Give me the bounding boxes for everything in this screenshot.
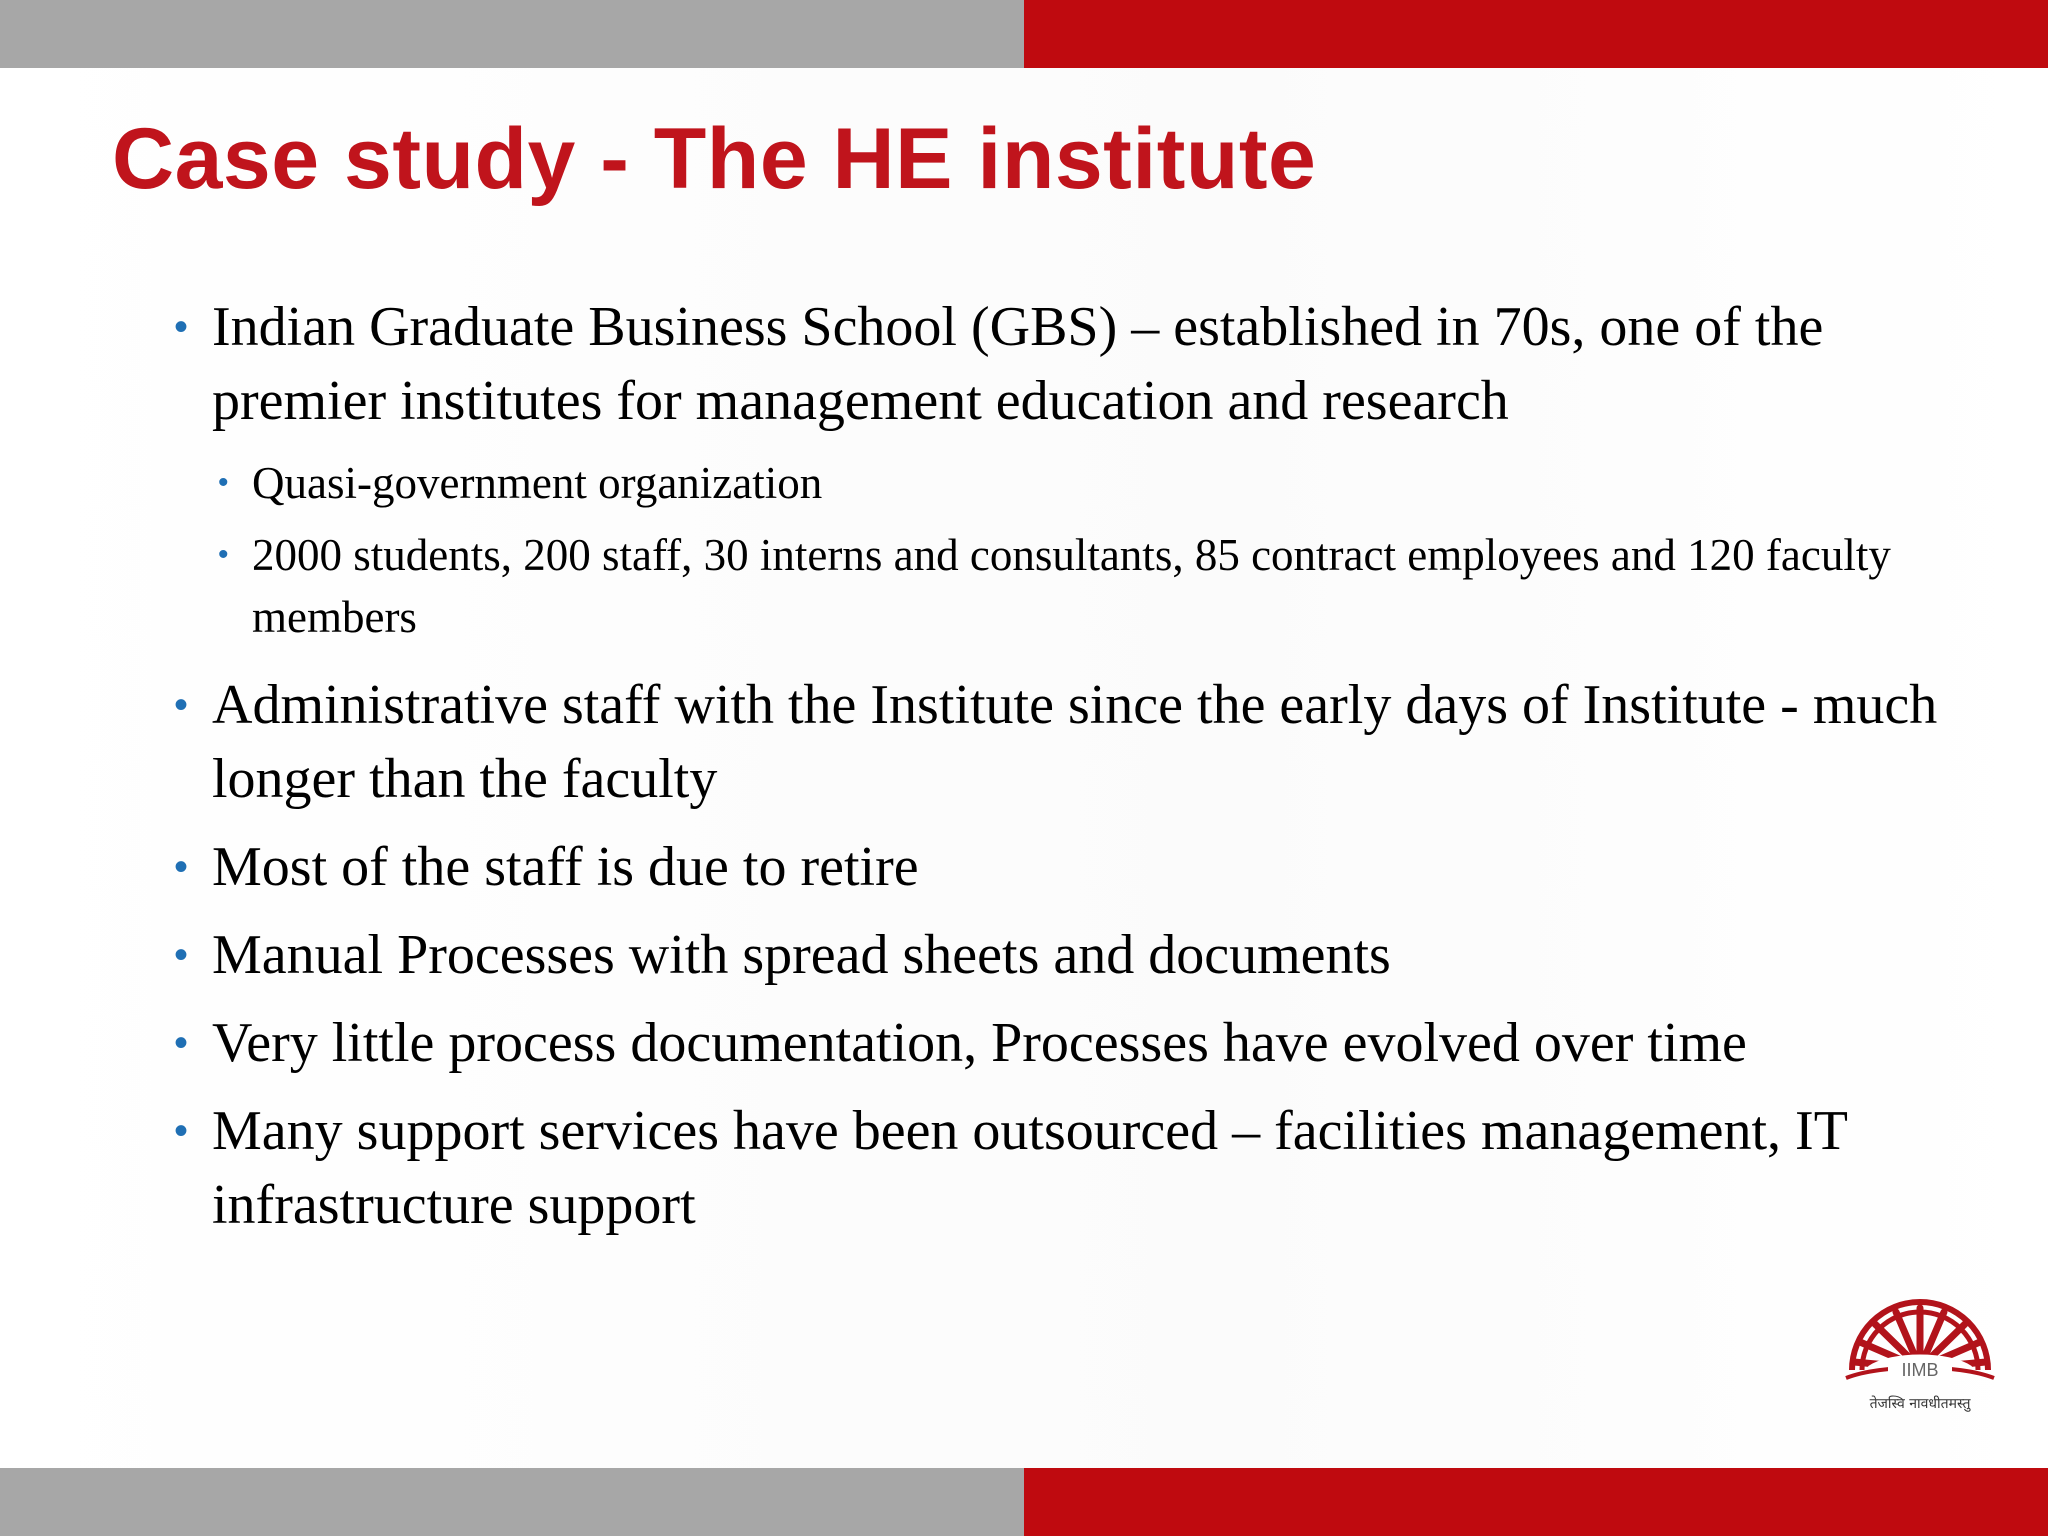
bullet-dot: • [174, 683, 189, 727]
bullet-dot: • [174, 1021, 189, 1065]
bullet-dot: • [174, 1109, 189, 1153]
iimb-logo [1832, 1298, 2008, 1428]
bottom-accent-bar [0, 1468, 2048, 1536]
bottom-bar-red [1024, 1468, 2048, 1536]
bullet-dot: • [174, 845, 189, 889]
bullet-text: Administrative staff with the Institute since the early days of Institute - much longer than the faculty [212, 674, 1938, 810]
bullet-list [174, 290, 1944, 1256]
bullet-text: Most of the staff is due to retire [212, 836, 919, 898]
top-bar-gray [0, 0, 1024, 68]
bullet-dot: • [174, 933, 189, 977]
bullet-dot: • [174, 305, 189, 349]
bullet-item [174, 1094, 1944, 1242]
sub-bullet-text: Quasi-government organization [252, 458, 823, 508]
logo-name: IIMB [1901, 1360, 1939, 1380]
bullet-item [174, 290, 1944, 438]
bullet-item [174, 668, 1944, 816]
sub-bullet-item [218, 452, 1944, 514]
bullet-text: Indian Graduate Business School (GBS) – established in 70s, one of the premier institutes for management education and research [212, 296, 1824, 432]
bullet-dot: • [218, 538, 229, 571]
top-accent-bar [0, 0, 2048, 68]
bottom-bar-gray [0, 1468, 1024, 1536]
bullet-dot: • [218, 466, 229, 499]
bullet-text: Very little process documentation, Processes have evolved over time [212, 1012, 1747, 1074]
logo-tagline: तेजस्वि नावधीतमस्तु [1869, 1396, 1971, 1412]
sub-bullet-text: 2000 students, 200 staff, 30 interns and consultants, 85 contract employees and 120 faculty members [252, 530, 1891, 642]
bullet-item [174, 830, 1944, 904]
bullet-text: Manual Processes with spread sheets and documents [212, 924, 1391, 986]
sub-bullet-list [174, 452, 1944, 648]
bullet-text: Many support services have been outsourced – facilities management, IT infrastructure support [212, 1100, 1847, 1236]
slide-title: Case study - The HE institute [112, 111, 1317, 207]
sub-bullet-item [218, 524, 1944, 648]
bullet-item [174, 918, 1944, 992]
bullet-item [174, 1006, 1944, 1080]
top-bar-red [1024, 0, 2048, 68]
